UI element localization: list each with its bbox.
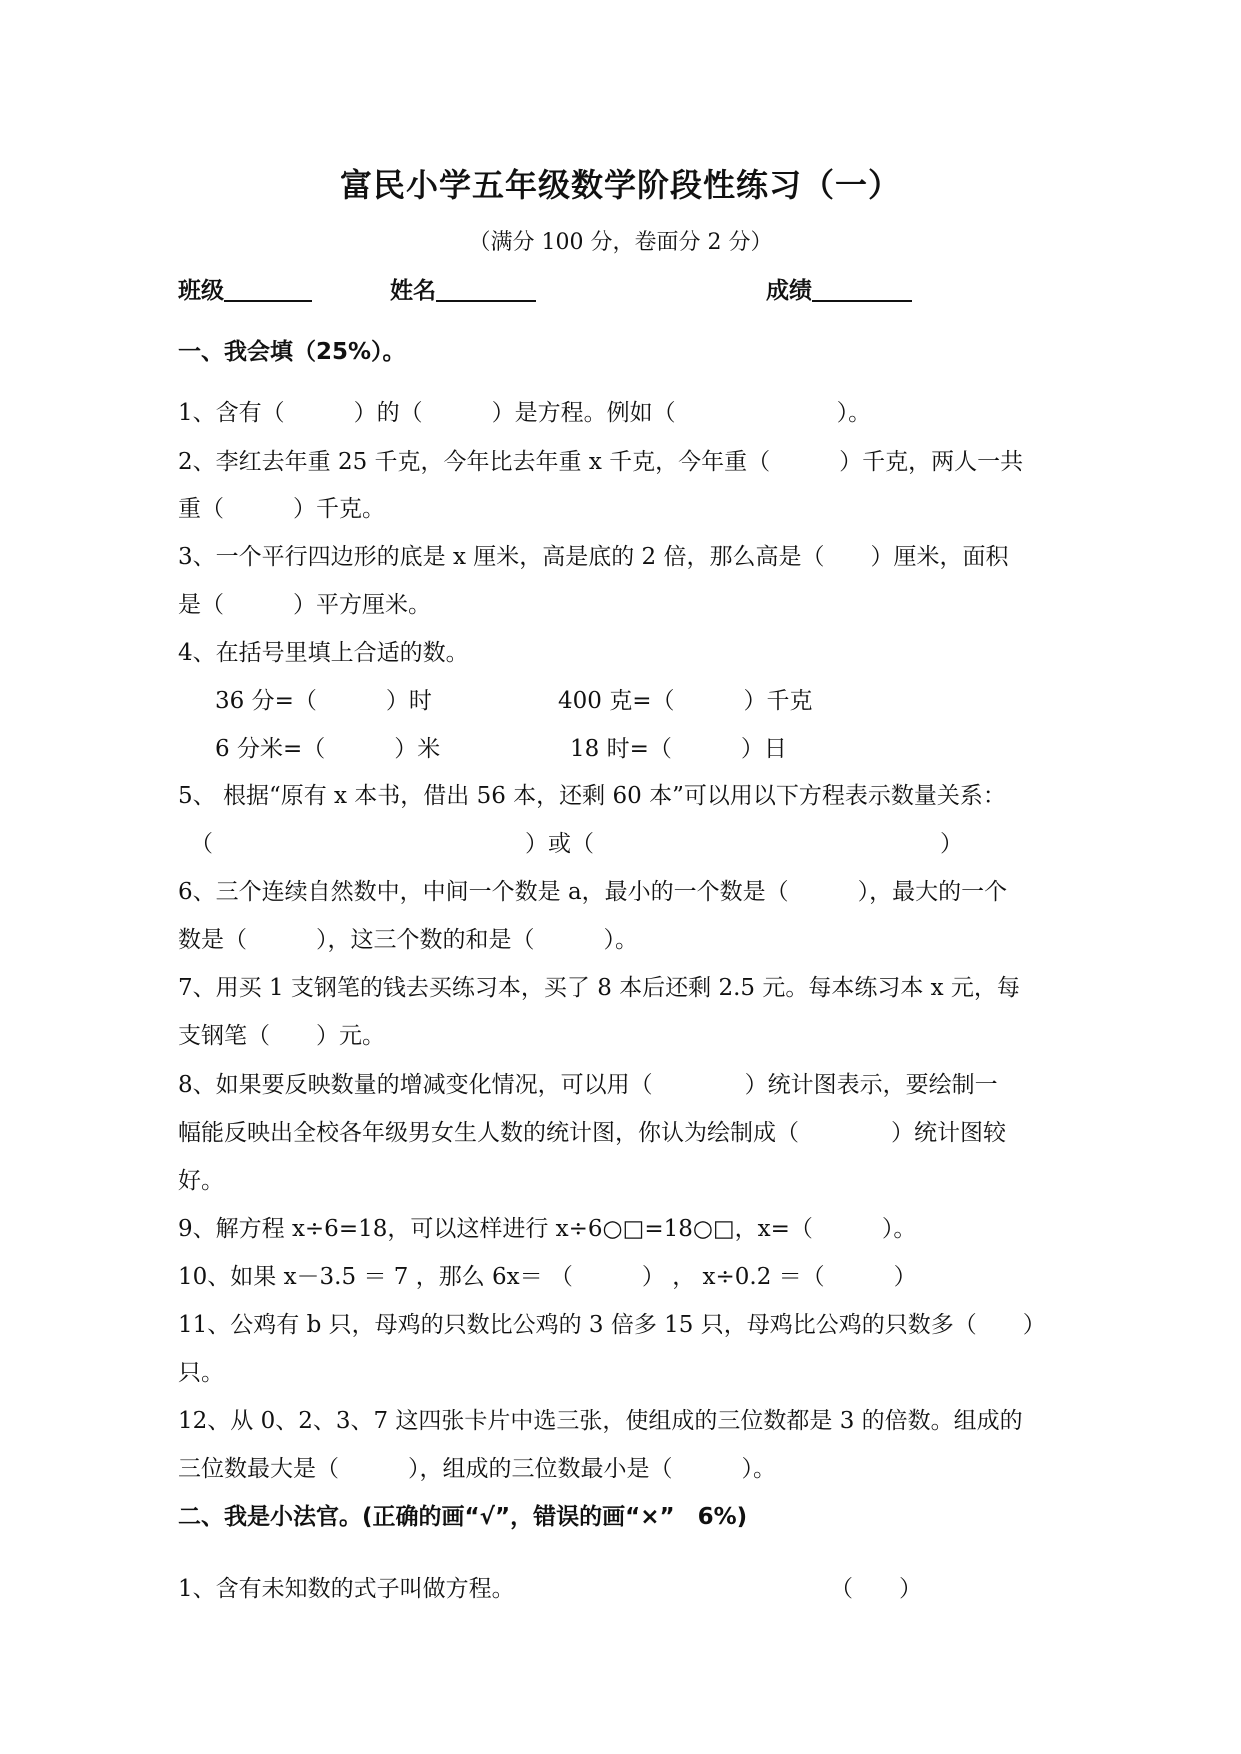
question-11-line-1: 11、公鸡有 b 只，母鸡的只数比公鸡的 3 倍多 15 只，母鸡比公鸡的只数多（ ） [178,1312,1046,1338]
class-field [178,272,312,305]
question-10: 10、如果 x－3.5 ＝ 7 ，那么 6x＝ （ ） ， x÷0.2 ＝（ ） [178,1264,917,1290]
question-8-line-3: 好。 [178,1168,224,1194]
name-field [390,272,536,305]
question-4-d: 18 时=（ ）日 [570,736,787,762]
question-8-line-2: 幅能反映出全校各年级男女生人数的统计图，你认为绘制成（ ）统计图较 [178,1120,1006,1146]
question-7-line-2: 支钢笔（ ）元。 [178,1023,385,1049]
question-9: 9、解方程 x÷6=18，可以这样进行 x÷6○□=18○□，x=（ ）。 [178,1216,917,1242]
question-5-paren-close: ） [940,831,963,857]
class-label: 班级 [178,278,224,304]
score-field [766,272,912,305]
page-title: 富民小学五年级数学阶段性练习（一） [339,166,901,204]
question-3-line-1: 3、一个平行四边形的底是 x 厘米，高是底的 2 倍，那么高是（ ）厘米，面积 [178,544,1009,570]
question-4-c: 6 分米=（ ）米 [215,736,441,762]
section-1-heading: 一、我会填（25%）。 [178,339,406,365]
score-label: 成绩 [766,278,812,304]
class-blank[interactable] [224,276,312,302]
question-12-line-1: 12、从 0、2、3、7 这四张卡片中选三张，使组成的三位数都是 3 的倍数。组成的 [178,1408,1023,1434]
question-11-line-2: 只。 [178,1360,224,1386]
question-6-line-1: 6、三个连续自然数中，中间一个数是 a，最小的一个数是（ ），最大的一个 [178,879,1008,905]
tf-question-1-answer[interactable]: （ ） [830,1576,922,1602]
question-1: 1、含有（ ）的（ ）是方程。例如（ ）。 [178,400,872,426]
question-5-or: ）或（ [525,831,594,857]
question-5-paren-open: （ [190,831,213,857]
section-2-heading: 二、我是小法官。(正确的画“√”，错误的画“×” 6%) [178,1504,748,1530]
score-blank[interactable] [812,276,912,302]
question-5-line-1: 5、 根据“原有 x 本书，借出 56 本，还剩 60 本”可以用以下方程表示数量关系： [178,783,1006,809]
question-4-a: 36 分=（ ）时 [215,688,432,714]
question-2-line-2: 重（ ）千克。 [178,496,385,522]
question-7-line-1: 7、用买 1 支钢笔的钱去买练习本，买了 8 本后还剩 2.5 元。每本练习本 x 元，每 [178,975,1020,1001]
name-label: 姓名 [390,278,436,304]
question-3-line-2: 是（ ）平方厘米。 [178,592,431,618]
question-8-line-1: 8、如果要反映数量的增减变化情况，可以用（ ）统计图表示，要绘制一 [178,1072,998,1098]
question-12-line-2: 三位数最大是（ ），组成的三位数最小是（ ）。 [178,1456,776,1482]
tf-question-1: 1、含有未知数的式子叫做方程。 [178,1576,515,1602]
name-blank[interactable] [436,276,536,302]
question-4-b: 400 克=（ ）千克 [558,688,813,714]
question-2-line-1: 2、李红去年重 25 千克，今年比去年重 x 千克，今年重（ ）千克，两人一共 [178,449,1024,475]
student-info-row [178,272,1078,312]
question-4: 4、在括号里填上合适的数。 [178,640,469,666]
page-subtitle: （满分 100 分，卷面分 2 分） [468,230,773,255]
question-6-line-2: 数是（ ），这三个数的和是（ ）。 [178,927,638,953]
